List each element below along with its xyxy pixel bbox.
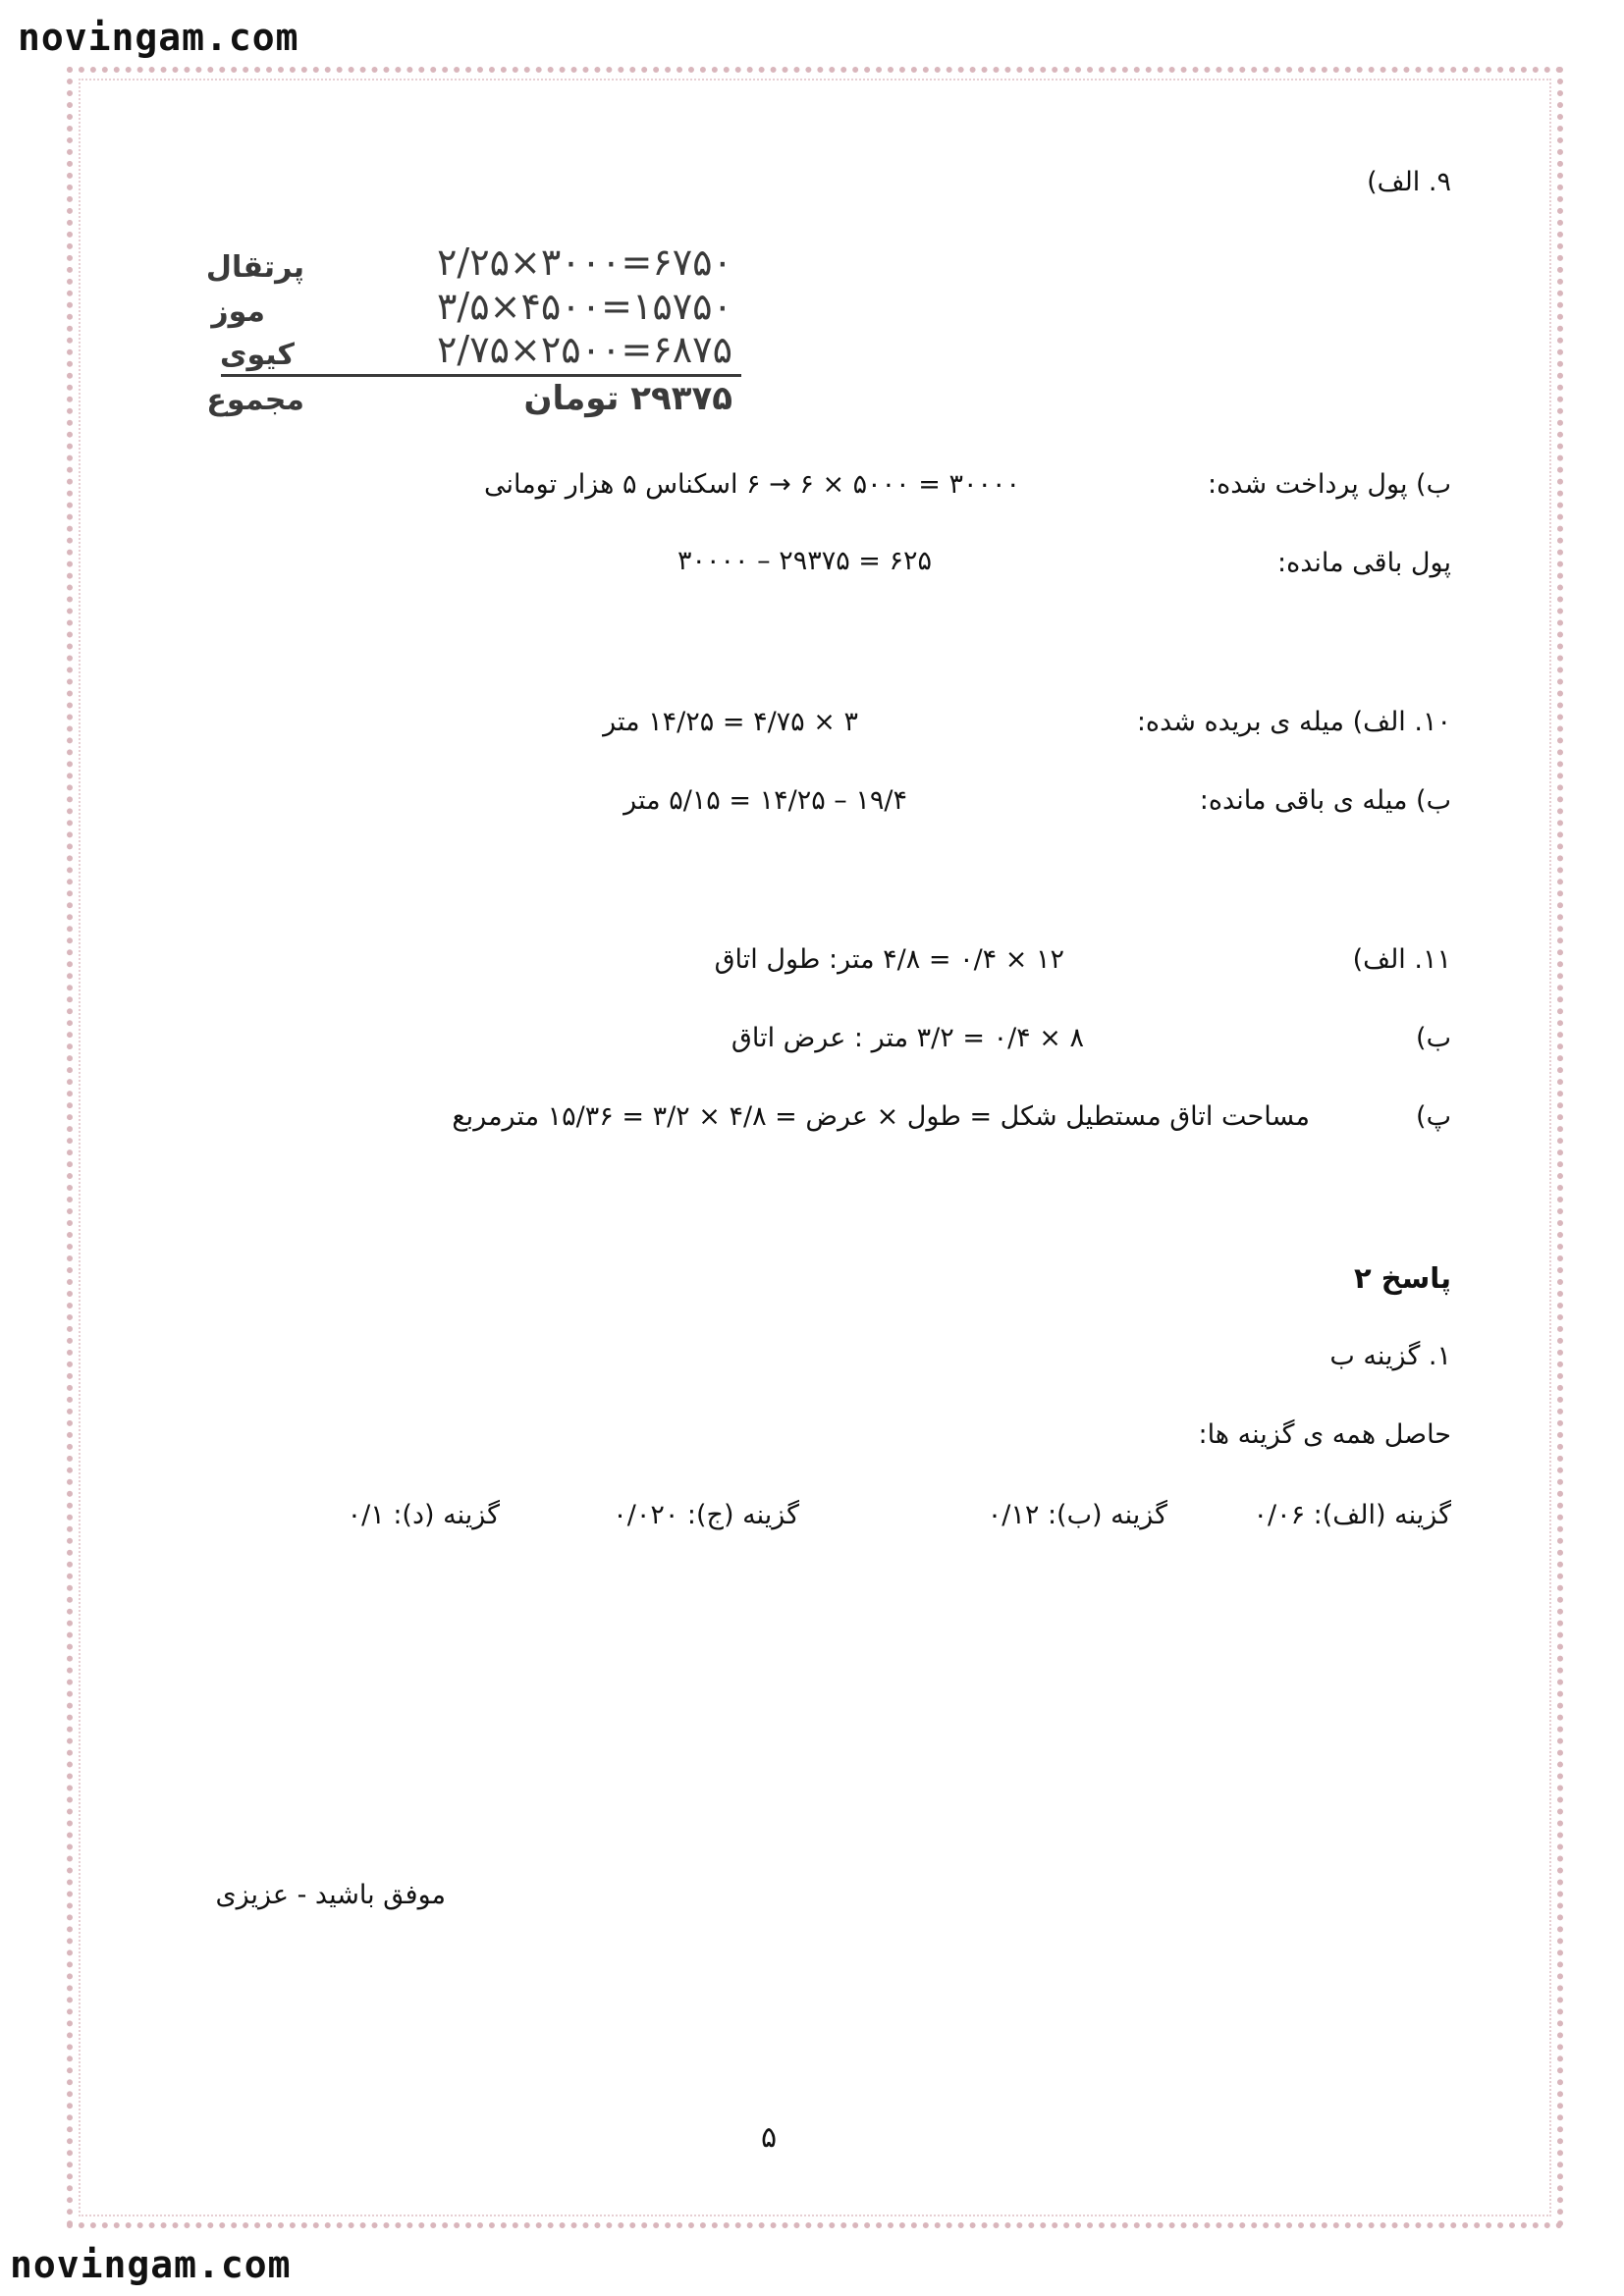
q9-b-label: ب) پول پرداخت شده: bbox=[1208, 469, 1451, 500]
q9-heading: ۹. الف) bbox=[1367, 167, 1451, 197]
q10-a-label: ۱۰. الف) میله ی بریده شده: bbox=[1136, 707, 1451, 737]
answer2-item1: ۱. گزینه ب bbox=[1329, 1341, 1451, 1371]
q11-a-label: ۱۱. الف) bbox=[1352, 944, 1451, 975]
q10-b-expr: ۱۹/۴ – ۱۴/۲۵ = ۵/۱۵ متر bbox=[623, 785, 907, 816]
q11-a-expr: ۱۲ × ۰/۴ = ۴/۸ متر: طول اتاق bbox=[714, 944, 1064, 975]
fruit-banana: موز bbox=[211, 294, 265, 329]
fruit-kiwi: کیوی bbox=[220, 338, 295, 372]
q10-a-expr: ۳ × ۴/۷۵ = ۱۴/۲۵ متر bbox=[603, 707, 858, 737]
calc-banana: ۳/۵×۴۵۰۰=۱۵۷۵۰ bbox=[437, 285, 732, 328]
option-c: گزینه (ج): ۰/۰۲۰ bbox=[613, 1500, 799, 1530]
total-label: مجموع bbox=[206, 383, 304, 417]
watermark-top: novingam.com bbox=[18, 16, 299, 59]
answer2-heading: پاسخ ۲ bbox=[1354, 1261, 1451, 1295]
q11-p-label: پ) bbox=[1416, 1101, 1451, 1132]
option-a: گزینه (الف): ۰/۰۶ bbox=[1253, 1500, 1451, 1530]
total-value: ۲۹۳۷۵ تومان bbox=[523, 379, 732, 418]
q9-remaining-expr: ۳۰۰۰۰ – ۲۹۳۷۵ = ۶۲۵ bbox=[677, 546, 932, 576]
q10-b-label: ب) میله ی باقی مانده: bbox=[1199, 785, 1451, 816]
q11-b-label: ب) bbox=[1416, 1023, 1451, 1053]
fruit-orange: پرتقال bbox=[205, 250, 304, 285]
option-d: گزینه (د): ۰/۱ bbox=[347, 1500, 500, 1530]
watermark-bottom: novingam.com bbox=[10, 2243, 292, 2286]
answer2-intro: حاصل همه ی گزینه ها: bbox=[1198, 1419, 1451, 1450]
q11-b-expr: ۸ × ۰/۴ = ۳/۲ متر : عرض اتاق bbox=[731, 1023, 1084, 1053]
option-b: گزینه (ب): ۰/۱۲ bbox=[987, 1500, 1167, 1530]
closing-note: موفق باشید - عزیزی bbox=[215, 1880, 446, 1910]
q9-remaining-label: پول باقی مانده: bbox=[1276, 548, 1451, 578]
q9-b-expr: ۳۰۰۰۰ = ۵۰۰۰ × ۶ → ۶ اسکناس ۵ هزار تومانی bbox=[483, 469, 1020, 500]
q11-p-expr: مساحت اتاق مستطیل شکل = طول × عرض = ۴/۸ × ۳/۲ = ۱۵/۳۶ مترمربع bbox=[452, 1101, 1310, 1132]
calc-orange: ۲/۲۵×۳۰۰۰=۶۷۵۰ bbox=[437, 240, 732, 284]
sum-line bbox=[221, 374, 741, 377]
calc-kiwi: ۲/۷۵×۲۵۰۰=۶۸۷۵ bbox=[437, 328, 732, 371]
page-number: ۵ bbox=[761, 2120, 778, 2155]
